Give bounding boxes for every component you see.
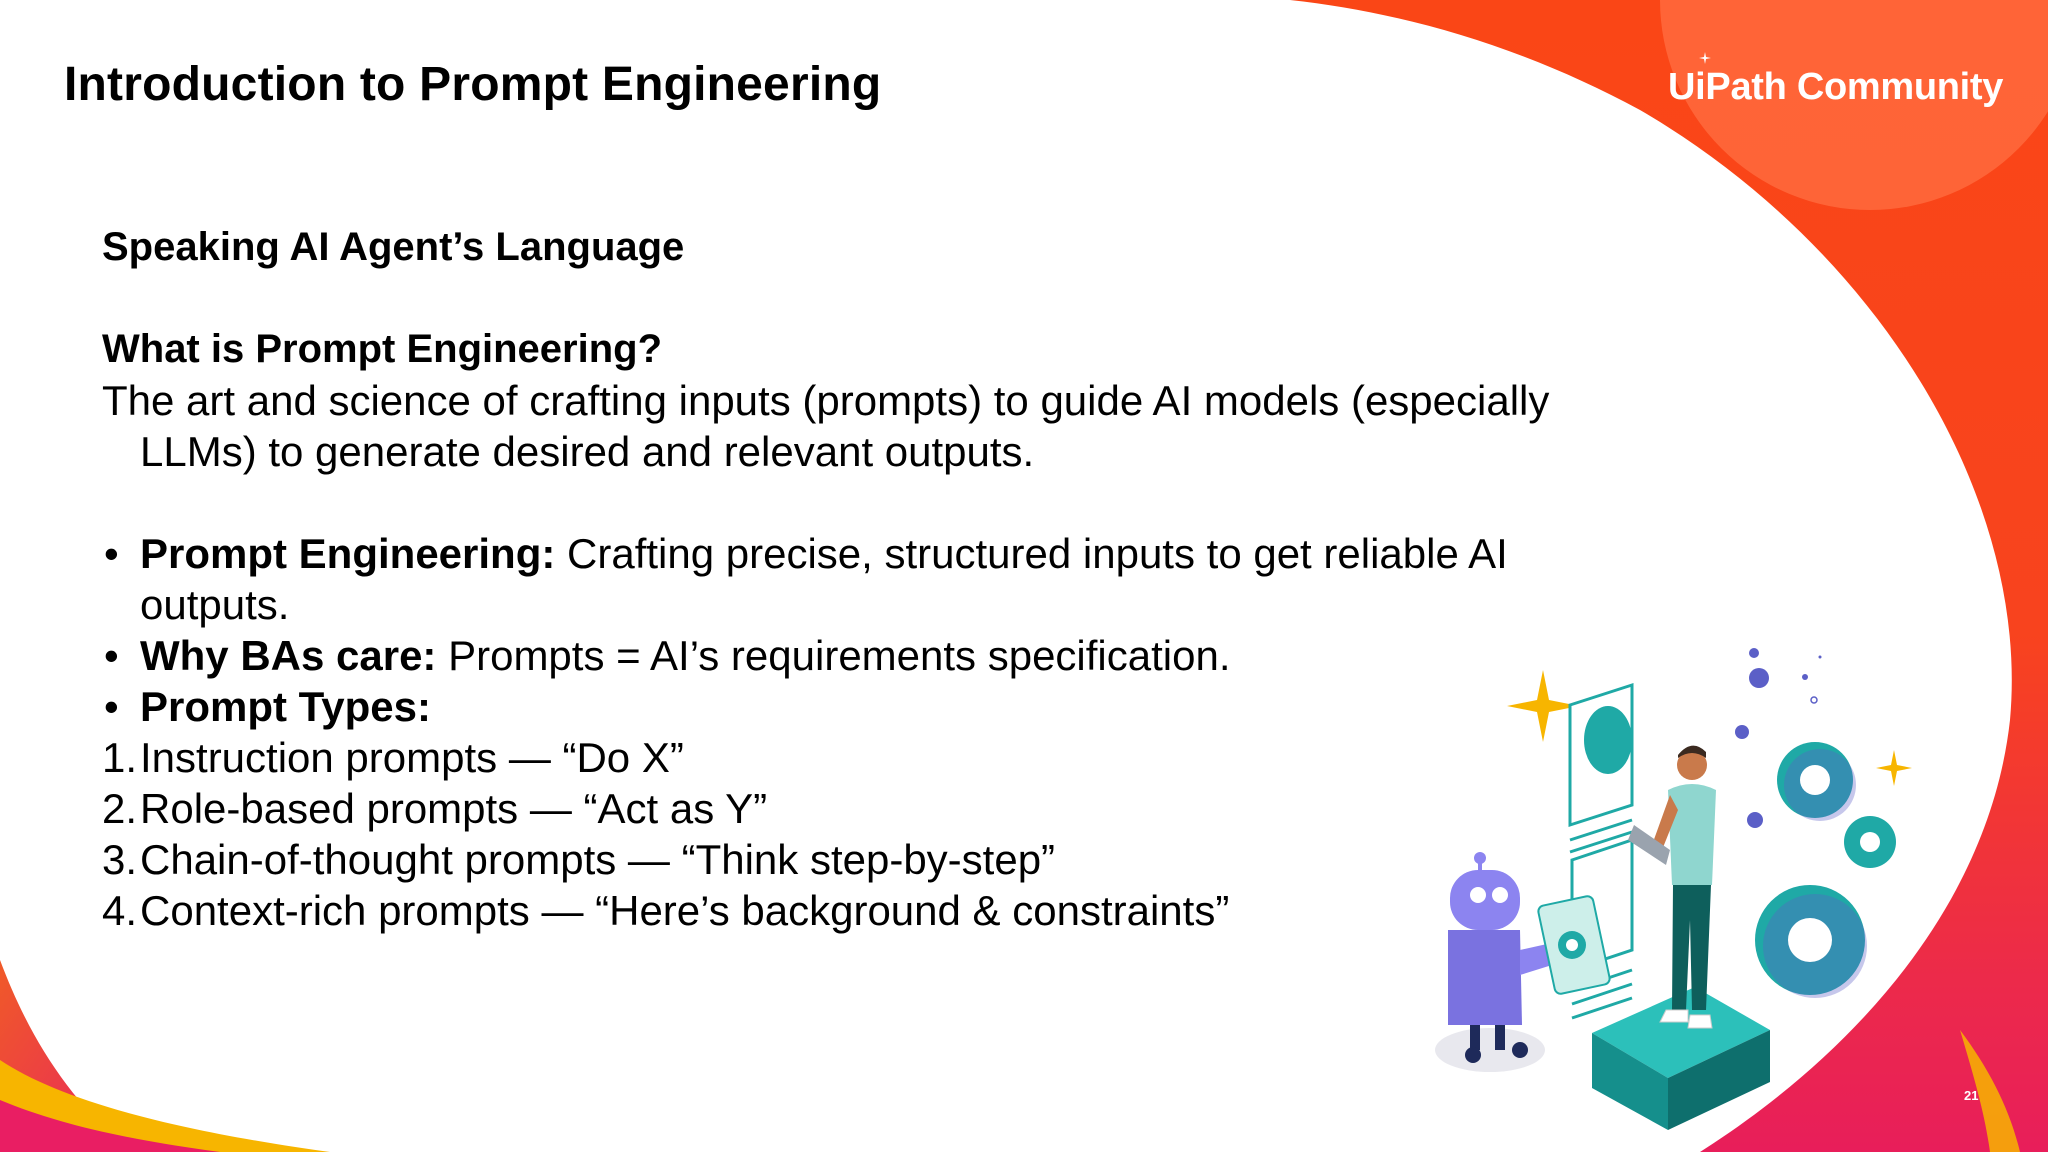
- person-robot-gears-illustration: [1370, 630, 1930, 1130]
- definition-text: The art and science of crafting inputs (prompts) to guide AI models (especially LLMs) to generate desired and relevant outputs.: [102, 377, 1550, 475]
- logo-u: U: [1668, 66, 1696, 108]
- number-mark: 2.: [102, 785, 138, 832]
- numbered-text: Role-based prompts — “Act as Y”: [140, 785, 768, 832]
- logo-rest: iPath Community: [1695, 62, 2003, 112]
- number-mark: 3.: [102, 836, 138, 883]
- number-mark: 1.: [102, 734, 138, 781]
- bullet-mark: •: [104, 530, 119, 577]
- bullet-mark: •: [104, 632, 119, 679]
- bullet-mark: •: [104, 683, 119, 730]
- bullet-label: Why BAs care:: [140, 632, 437, 679]
- page-number: 21: [1964, 1088, 1979, 1103]
- numbered-text: Chain-of-thought prompts — “Think step-by-step”: [140, 836, 1056, 883]
- sparkle-icon: [1876, 750, 1912, 786]
- question-heading: What is Prompt Engineering?: [102, 327, 663, 371]
- bullet-label: Prompt Types:: [140, 683, 431, 730]
- bullet-item: [102, 528, 1602, 630]
- bullet-text: Prompts = AI’s requirements specification.: [436, 632, 1231, 679]
- numbered-text: Context-rich prompts — “Here’s background & constraints”: [140, 887, 1230, 934]
- number-mark: 4.: [102, 887, 138, 934]
- brand-logo: [1668, 62, 2003, 112]
- bullet-label: Prompt Engineering:: [140, 530, 556, 577]
- subtitle: Speaking AI Agent’s Language: [102, 225, 685, 269]
- bullet-text: Crafting precise, structured inputs to get reliable AI outputs.: [140, 530, 1508, 628]
- sparkle-icon: [1507, 670, 1579, 742]
- numbered-text: Instruction prompts — “Do X”: [140, 734, 684, 781]
- page-title: Introduction to Prompt Engineering: [64, 58, 882, 111]
- sparkle-icon: [1699, 52, 1711, 64]
